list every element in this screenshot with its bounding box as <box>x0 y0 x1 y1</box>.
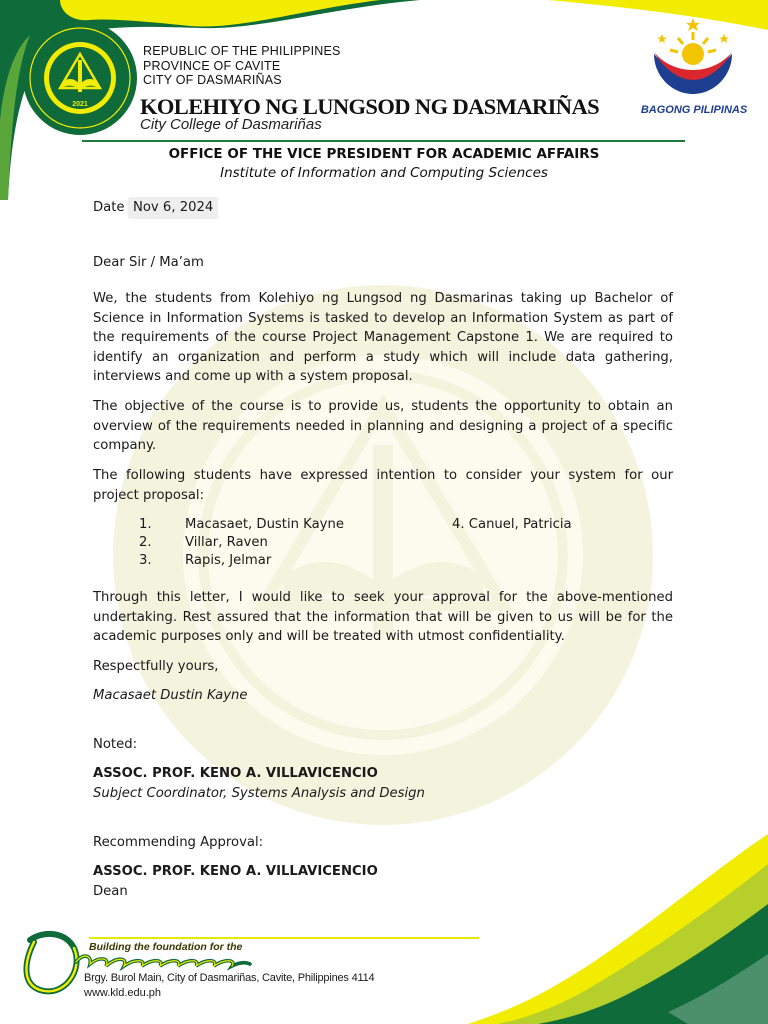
header-city: CITY OF DASMARIÑAS <box>143 73 282 87</box>
footer-tagline: Building the foundation for the <box>89 941 243 953</box>
noted-by-title: Subject Coordinator, Systems Analysis and Design <box>93 786 425 801</box>
institute-title: Institute of Information and Computing Sciences <box>220 165 548 181</box>
office-title: OFFICE OF THE VICE PRESIDENT FOR ACADEMIC AFFAIRS <box>168 146 600 162</box>
bagong-pilipinas-logo <box>648 14 738 98</box>
recommending-title: Dean <box>93 884 128 899</box>
student-number: 2. <box>139 535 152 550</box>
student-number: 3. <box>139 553 152 568</box>
recommending-label: Recommending Approval: <box>93 835 264 850</box>
header-republic: REPUBLIC OF THE PHILIPPINES <box>143 44 341 58</box>
header-province: PROVINCE OF CAVITE <box>143 59 281 73</box>
footer-address: Brgy. Burol Main, City of Dasmariñas, Cavite, Philippines 4114 <box>84 972 375 984</box>
recommending-name: ASSOC. PROF. KENO A. VILLAVICENCIO <box>93 864 378 879</box>
date-label: Date <box>93 200 125 215</box>
student-name: Villar, Raven <box>185 535 268 550</box>
footer-swoosh-decoration <box>468 834 768 1024</box>
paragraph-objective: The objective of the course is to provide us, students the opportunity to obtain an overview of the requirements needed in planning and designing a project of a specific company. <box>93 399 673 454</box>
signer-name: Macasaet Dustin Kayne <box>93 688 248 703</box>
college-name-english: City College of Dasmariñas <box>140 116 322 133</box>
header-divider <box>82 140 685 142</box>
noted-by-name: ASSOC. PROF. KENO A. VILLAVICENCIO <box>93 766 378 781</box>
college-name: KOLEHIYO NG LUNGSOD NG DASMARIÑAS <box>140 94 600 119</box>
closing: Respectfully yours, <box>93 659 219 674</box>
student-name: Rapis, Jelmar <box>185 553 272 568</box>
salutation: Dear Sir / Ma’am <box>93 255 204 270</box>
paragraph-intro: We, the students from Kolehiyo ng Lungsod ng Dasmarinas taking up Bachelor of Science in Information Systems is tasked to develop an Information System as part of the requirements of the course Project Management Capstone 1. We are required to identify an organization and perform a study which will include data gathering, interviews and come up with a system proposal. <box>93 291 673 385</box>
bagong-pilipinas-label: BAGONG PILIPINAS <box>640 104 748 116</box>
college-seal-logo <box>22 20 138 136</box>
paragraph-students-intro: The following students have expressed intention to consider your system for our project proposal: <box>93 468 673 503</box>
student-name: Macasaet, Dustin Kayne <box>185 517 344 532</box>
footer-divider <box>89 937 479 939</box>
student-name: 4. Canuel, Patricia <box>452 517 572 532</box>
seal-year: 2021 <box>72 101 88 108</box>
footer-website-link[interactable]: www.kld.edu.ph <box>84 987 162 999</box>
student-number: 1. <box>139 517 152 532</box>
paragraph-request: Through this letter, I would like to seek your approval for the above-mentioned undertaking. Rest assured that the information that will be given to us will be for the academic purposes only and will be treated with utmost confidentiality. <box>93 590 673 645</box>
date-field[interactable]: Nov 6, 2024 <box>128 197 218 219</box>
noted-label: Noted: <box>93 737 138 752</box>
